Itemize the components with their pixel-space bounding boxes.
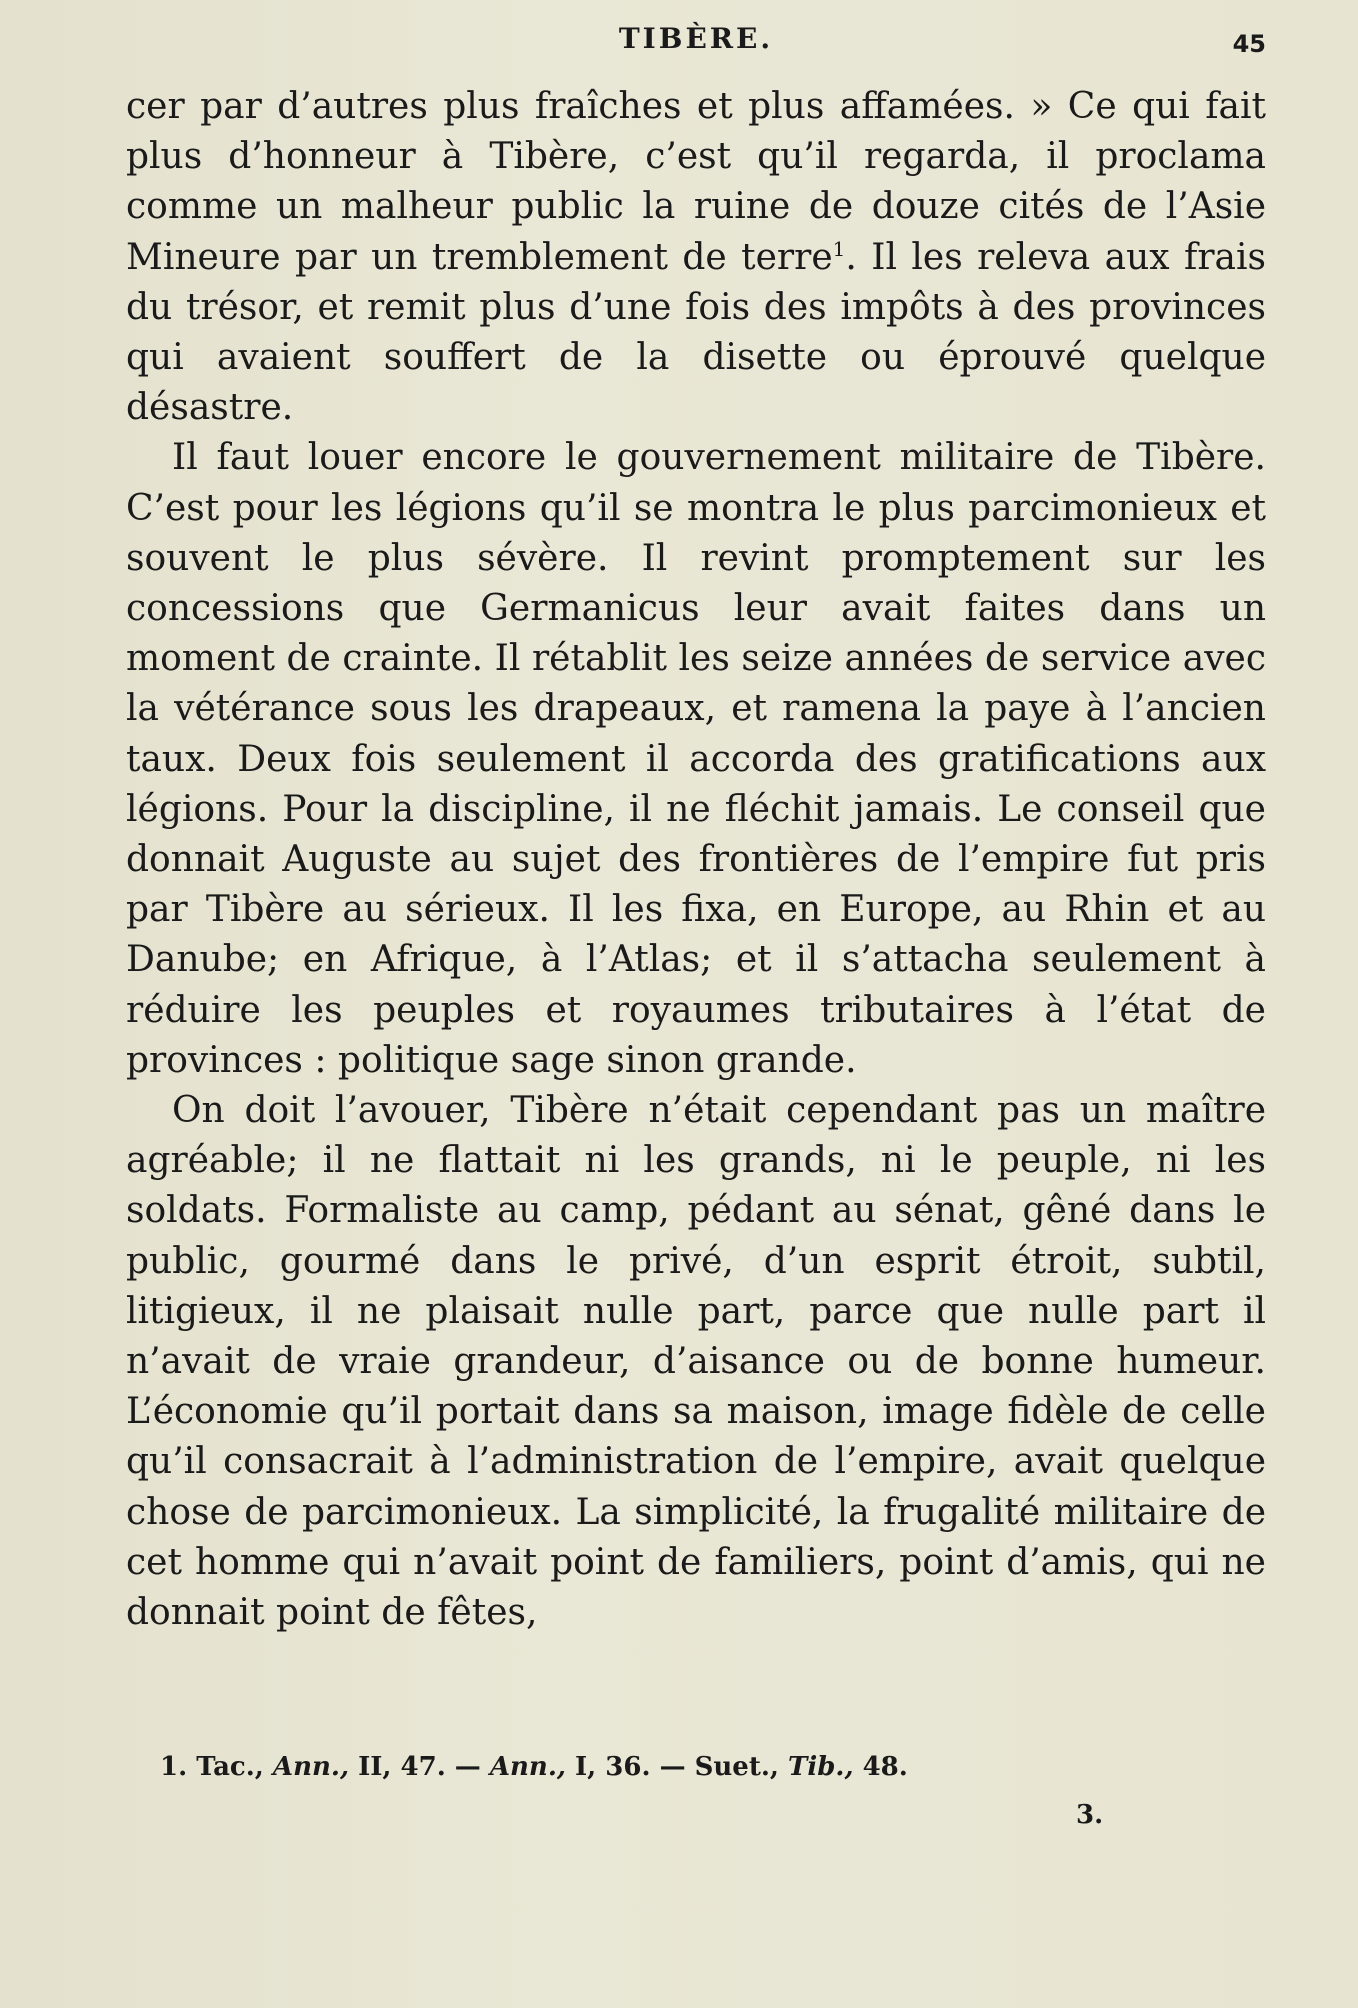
footnote-part-1-italic: Ann.,: [272, 1752, 350, 1782]
paragraph-3: On doit l’avouer, Tibère n’était cependant pas un maître agréable; il ne flattait ni les grands, ni le peuple, ni les soldats. Formaliste au camp, pédant au sénat, gêné dans le public, gourmé dans le privé, d’un esprit étroit, subtil, litigieux, il ne plaisait nulle part, parce que nulle part il n’avait de vraie grandeur, d’aisance ou de bonne humeur. L’économie qu’il portait dans sa maison, image fidèle de celle qu’il consacrait à l’administration de l’empire, avait quelque chose de parcimonieux. La simplicité, la frugalité militaire de cet homme qui n’avait point de familiers, point d’amis, qui ne donnait point de fêtes,: [126, 1090, 1266, 1634]
footnote-part-3: I, 36. — Suet.,: [575, 1752, 779, 1782]
footnote-number: 1.: [160, 1752, 188, 1782]
signature-mark: 3.: [1076, 1800, 1104, 1830]
page-number: 45: [1232, 30, 1266, 58]
paragraph-2: Il faut louer encore le gouvernement militaire de Tibère. C’est pour les légions qu’il se montra le plus parcimonieux et souvent le plus sévère. Il revint promptement sur les concessions que Germanicus leur avait faites dans un moment de crainte. Il rétablit les seize années de service avec la vétérance sous les drapeaux, et ramena la paye à l’ancien taux. Deux fois seulement il accorda des gratifications aux légions. Pour la discipline, il ne fléchit jamais. Le conseil que donnait Auguste au sujet des frontières de l’empire fut pris par Tibère au sérieux. Il les fixa, en Europe, au Rhin et au Danube; en Afrique, à l’Atlas; et il s’attacha seulement à réduire les peuples et royaumes tributaires à l’état de provinces : politique sage sinon grande.: [126, 437, 1266, 1081]
footnote-part-1: Tac.,: [196, 1752, 264, 1782]
footnote: [160, 1752, 1160, 1782]
footnote-part-3-italic: Tib.,: [788, 1752, 854, 1782]
footnote-part-2-italic: Ann.,: [489, 1752, 566, 1782]
body-text: [126, 82, 1266, 1638]
running-head: [126, 22, 1266, 62]
paragraph-1-text-continued: . Il les releva aux frais du trésor, et remit plus d’une fois des impôts à des provinces qui avaient souffert de la disette ou éprouvé quelque désastre.: [126, 236, 1266, 429]
footnote-part-2: II, 47. —: [358, 1752, 481, 1782]
paragraph-1: [126, 82, 1266, 433]
footnote-part-4: 48.: [862, 1752, 908, 1782]
paragraph-1-text: cer par d’autres plus fraîches et plus affamées. » Ce qui fait plus d’honneur à Tibère, c’est qu’il regarda, il proclama comme un malheur public la ruine de douze cités de l’Asie Mineure par un tremblement de terre: [126, 86, 1266, 278]
running-title: TIBÈRE.: [618, 22, 774, 55]
footnote-reference: 1: [832, 236, 846, 261]
